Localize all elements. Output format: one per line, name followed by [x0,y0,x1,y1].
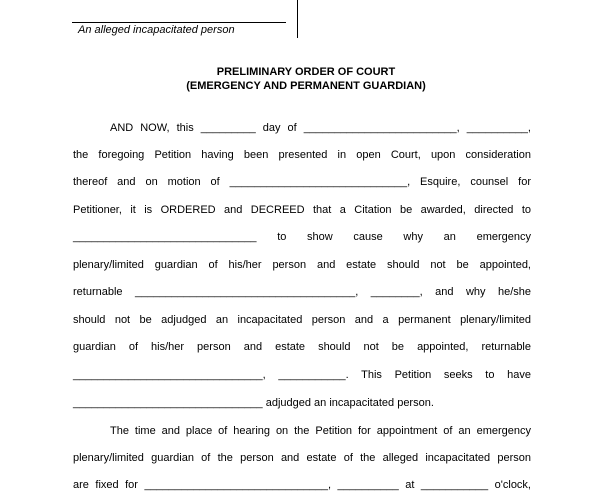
caption-signature-line [72,22,286,23]
body-line-3: thereof and on motion of _____________________________, Esquire, counsel for [73,176,531,188]
body-line-6: plenary/limited guardian of his/her person and estate should not be appointed, [73,259,531,271]
body-line-7: returnable ____________________________________, ________, and why he/she [73,286,531,298]
caption-label: An alleged incapacitated person [78,24,235,36]
body-line-5: ______________________________ to show cause why an emergency [73,231,531,243]
body-line-8: should not be adjudged an incapacitated person and a permanent plenary/limited [73,314,531,326]
body-line-2: the foregoing Petition having been presented in open Court, upon consideration [73,149,531,161]
body-line-12: The time and place of hearing on the Petition for appointment of an emergency [110,425,531,437]
body-line-1: AND NOW, this _________ day of _________________________, __________, [110,122,531,134]
body-line-13: plenary/limited guardian of the person and estate of the alleged incapacitated person [73,452,531,464]
body-line-11: _______________________________ adjudged an incapacitated person. [73,397,434,409]
body-line-9: guardian of his/her person and estate should not be appointed, returnable [73,341,531,353]
body-line-10: _______________________________, ___________. This Petition seeks to have [73,369,531,381]
body-line-14: are fixed for ______________________________, __________ at ___________ o'clock, [73,479,531,491]
document-title: PRELIMINARY ORDER OF COURT [216,66,396,78]
caption-vertical-rule [297,0,298,38]
body-line-4: Petitioner, it is ORDERED and DECREED that a Citation be awarded, directed to [73,204,531,216]
document-subtitle: (EMERGENCY AND PERMANENT GUARDIAN) [186,80,426,92]
